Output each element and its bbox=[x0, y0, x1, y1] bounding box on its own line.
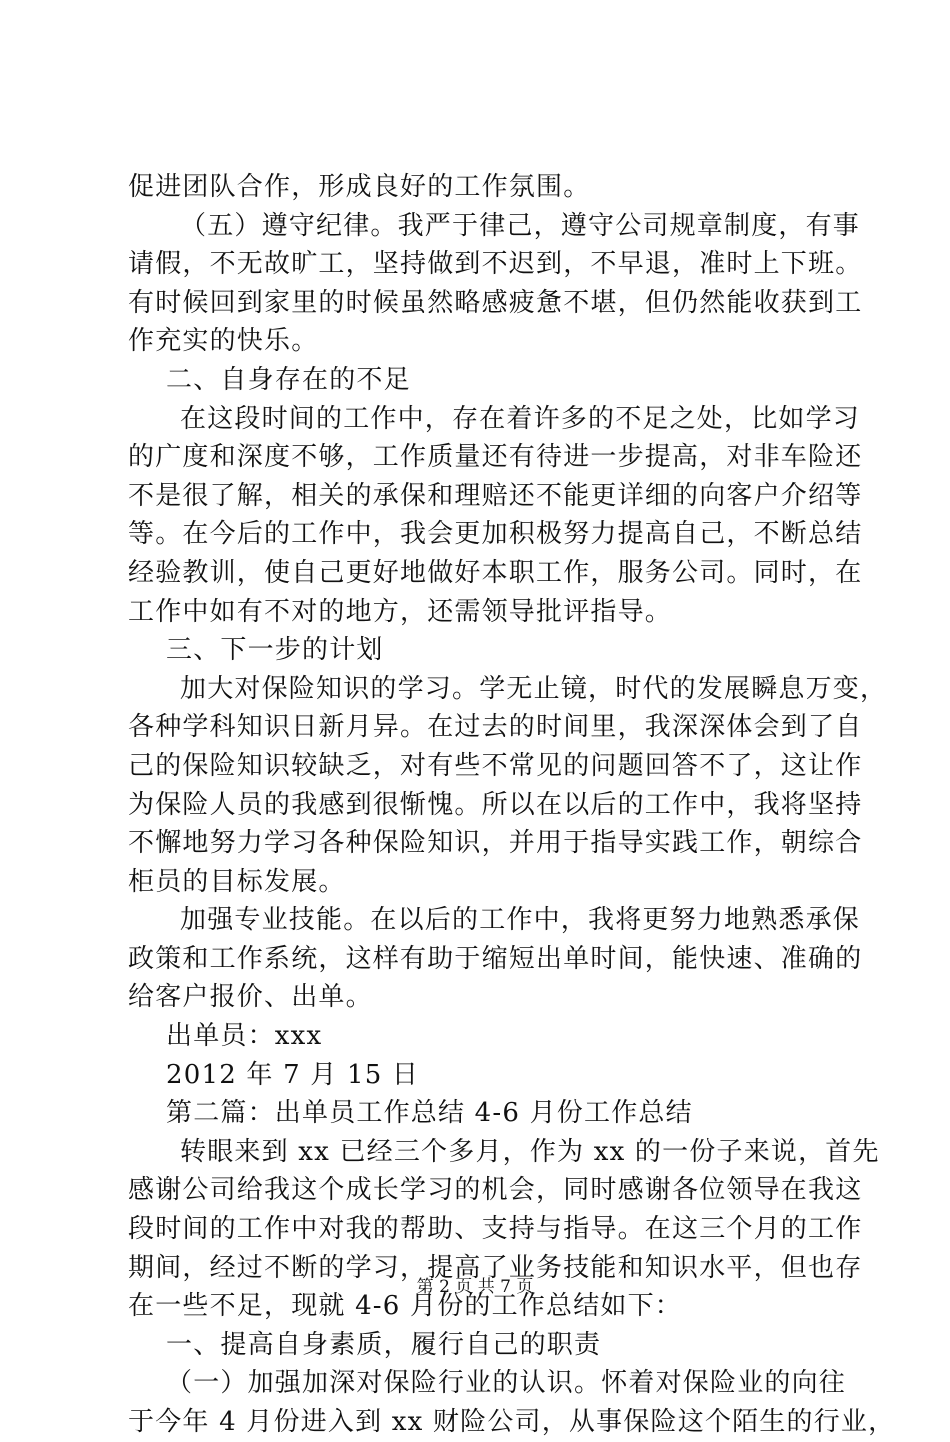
text-line: 段时间的工作中对我的帮助、支持与指导。在这三个月的工作 bbox=[128, 1214, 863, 1245]
text-line: 不懈地努力学习各种保险知识，并用于指导实践工作，朝综合 bbox=[128, 828, 863, 859]
text-line: （一）加强加深对保险行业的认识。怀着对保险业的向往 bbox=[166, 1368, 847, 1399]
text-line: 作充实的快乐。 bbox=[128, 326, 319, 357]
text-line: 各种学科知识日新月异。在过去的时间里，我深深体会到了自 bbox=[128, 712, 863, 743]
text-line: 请假，不无故旷工，坚持做到不迟到，不早退，准时上下班。 bbox=[128, 249, 863, 280]
text-line: 二、自身存在的不足 bbox=[166, 364, 411, 395]
text-line: 给客户报价、出单。 bbox=[128, 982, 373, 1013]
text-line: 政策和工作系统，这样有助于缩短出单时间，能快速、准确的 bbox=[128, 943, 863, 974]
text-line: 经验教训，使自己更好地做好本职工作，服务公司。同时，在 bbox=[128, 557, 863, 588]
text-line: 加大对保险知识的学习。学无止镜，时代的发展瞬息万变， bbox=[180, 673, 888, 704]
text-line: 在一些不足，现就 4-6 月份的工作总结如下： bbox=[128, 1291, 682, 1322]
text-line: 转眼来到 xx 已经三个多月，作为 xx 的一份子来说，首先 bbox=[180, 1136, 880, 1167]
text-line: 一、提高自身素质，履行自己的职责 bbox=[166, 1329, 602, 1360]
text-line: 2012 年 7 月 15 日 bbox=[166, 1059, 420, 1090]
page-footer: 第 2 页 共 7 页 bbox=[416, 1277, 534, 1297]
text-line: （五）遵守纪律。我严于律己，遵守公司规章制度，有事 bbox=[180, 210, 861, 241]
text-line: 有时候回到家里的时候虽然略感疲惫不堪，但仍然能收获到工 bbox=[128, 287, 863, 318]
text-line: 己的保险知识较缺乏，对有些不常见的问题回答不了，这让作 bbox=[128, 750, 863, 781]
text-line: 不是很了解，相关的承保和理赔还不能更详细的向客户介绍等 bbox=[128, 480, 863, 511]
text-line: 等。在今后的工作中，我会更加积极努力提高自己，不断总结 bbox=[128, 519, 863, 550]
text-line: 三、下一步的计划 bbox=[166, 635, 384, 666]
text-line: 为保险人员的我感到很惭愧。所以在以后的工作中，我将坚持 bbox=[128, 789, 863, 820]
text-line: 柜员的目标发展。 bbox=[128, 866, 346, 897]
text-line: 在这段时间的工作中，存在着许多的不足之处，比如学习 bbox=[180, 403, 861, 434]
text-line: 的广度和深度不够，工作质量还有待进一步提高，对非车险还 bbox=[128, 442, 863, 473]
text-line: 第二篇：出单员工作总结 4-6 月份工作总结 bbox=[166, 1098, 693, 1129]
text-line: 期间，经过不断的学习，提高了业务技能和知识水平，但也存 bbox=[128, 1252, 863, 1283]
document-body bbox=[128, 168, 896, 1442]
text-line: 加强专业技能。在以后的工作中，我将更努力地熟悉承保 bbox=[180, 905, 861, 936]
text-line: 出单员：xxx bbox=[166, 1021, 323, 1052]
text-line: 于今年 4 月份进入到 xx 财险公司，从事保险这个陌生的行业， bbox=[128, 1407, 896, 1437]
text-line: 感谢公司给我这个成长学习的机会，同时感谢各位领导在我这 bbox=[128, 1175, 863, 1206]
text-line: 促进团队合作，形成良好的工作氛围。 bbox=[128, 172, 591, 202]
text-line: 工作中如有不对的地方，还需领导批评指导。 bbox=[128, 596, 673, 627]
